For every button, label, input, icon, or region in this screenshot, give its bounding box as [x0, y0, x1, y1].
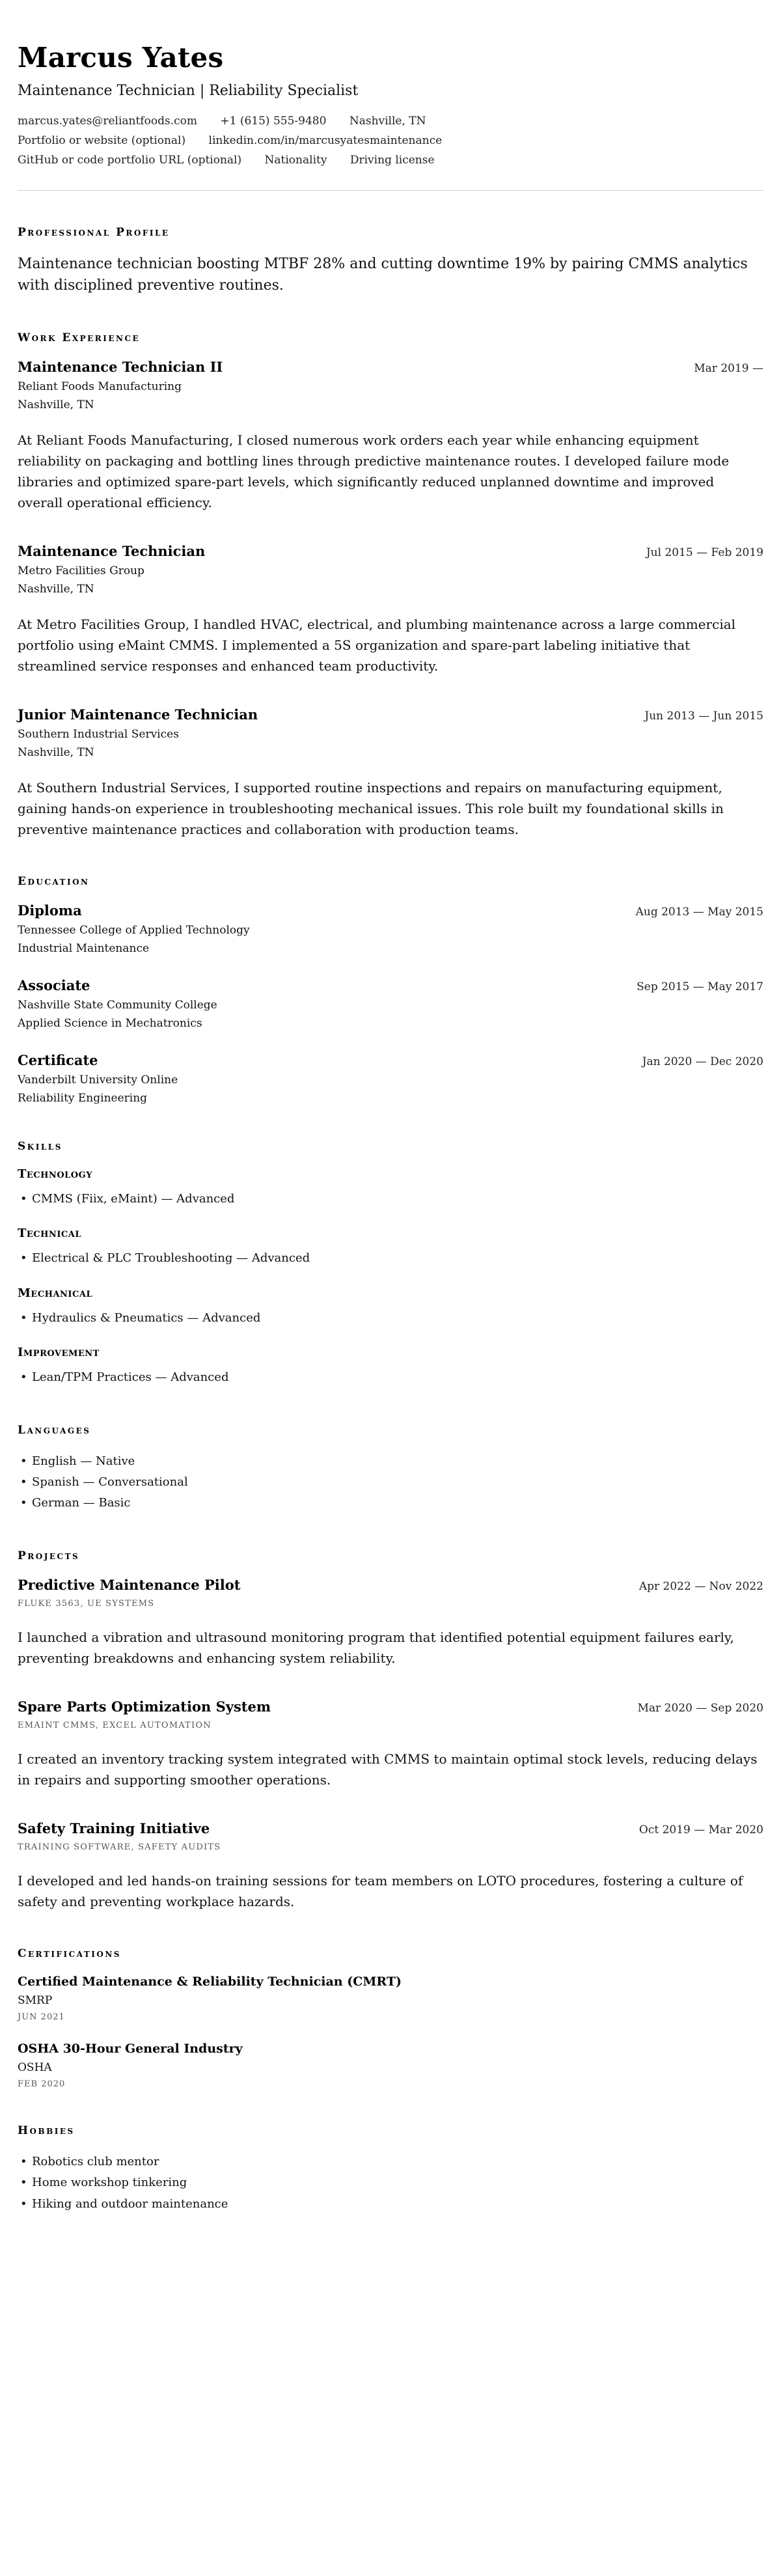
job-location: Nashville, TN [18, 583, 94, 596]
job-title: Maintenance Technician II [18, 359, 223, 375]
section-heading-hobbies: Hobbies [18, 2124, 75, 2137]
skill-category: Technical [18, 1226, 81, 1241]
school-name: Nashville State Community College [18, 999, 217, 1012]
project-title: Predictive Maintenance Pilot [18, 1576, 241, 1593]
skill-group [18, 1286, 763, 1329]
work-entry [18, 543, 763, 676]
project-dates: Mar 2020 — Sep 2020 [637, 1701, 763, 1715]
resume-header [18, 42, 763, 167]
skill-group [18, 1226, 763, 1269]
job-location: Nashville, TN [18, 398, 94, 411]
work-entry-head [18, 359, 763, 375]
job-dates: Mar 2019 — [694, 362, 763, 375]
email-text: marcus.yates@reliantfoods.com [18, 115, 197, 128]
section-projects [18, 1549, 763, 1912]
skill-list [18, 1367, 763, 1388]
project-entry [18, 1698, 763, 1790]
section-heading-work: Work Experience [18, 331, 141, 344]
skill-list [18, 1308, 763, 1329]
candidate-job-title: Maintenance Technician | Reliability Specialist [18, 83, 359, 99]
section-heading-certifications: Certifications [18, 1946, 121, 1960]
skill-list [18, 1189, 763, 1210]
hobby-item: • Hiking and outdoor maintenance [18, 2194, 763, 2215]
section-professional-profile [18, 226, 763, 296]
degree-name: Associate [18, 977, 90, 993]
linkedin-text: linkedin.com/in/marcusyatesmaintenance [208, 134, 443, 147]
certification-issuer: SMRP [18, 1993, 53, 2007]
contact-row-1 [18, 115, 763, 128]
section-heading-projects: Projects [18, 1549, 80, 1562]
section-heading-skills: Skills [18, 1140, 62, 1153]
work-entry [18, 359, 763, 513]
education-entry [18, 1052, 763, 1105]
contact-row-2 [18, 134, 763, 147]
education-entry [18, 902, 763, 955]
project-dates: Oct 2019 — Mar 2020 [638, 1823, 763, 1836]
hobby-list [18, 2152, 763, 2215]
job-company: Metro Facilities Group [18, 564, 144, 577]
skill-group [18, 1346, 763, 1388]
school-name: Tennessee College of Applied Technology [18, 924, 250, 937]
education-entry-head [18, 902, 763, 919]
degree-name: Diploma [18, 902, 82, 919]
education-entry-head [18, 1052, 763, 1068]
work-entry-head [18, 706, 763, 723]
contact-block [18, 115, 763, 167]
project-entry-head [18, 1698, 763, 1715]
certification-name: OSHA 30-Hour General Industry [18, 2041, 243, 2056]
work-entry-head [18, 543, 763, 559]
field-of-study: Reliability Engineering [18, 1092, 148, 1105]
section-heading-education: Education [18, 875, 90, 888]
job-description: At Reliant Foods Manufacturing, I closed numerous work orders each year while enhancing equipment reliability on packaging and bottling lines through predictive maintenance routes. I developed failure mode libraries and optimized spare-part levels, which significantly reduced unplanned downtime and improved overall operational efficiency. [18, 432, 730, 510]
job-dates: Jun 2013 — Jun 2015 [644, 710, 763, 723]
education-entry [18, 977, 763, 1030]
project-title: Spare Parts Optimization System [18, 1698, 271, 1715]
skill-group [18, 1167, 763, 1210]
nationality-placeholder-text: Nationality [264, 154, 327, 167]
degree-name: Certificate [18, 1052, 98, 1068]
project-title: Safety Training Initiative [18, 1820, 210, 1836]
section-certifications [18, 1947, 763, 2089]
job-location: Nashville, TN [18, 746, 94, 759]
certification-entry [18, 2042, 763, 2089]
skill-item: • Electrical & PLC Troubleshooting — Advanced [18, 1248, 763, 1269]
education-dates: Sep 2015 — May 2017 [637, 980, 763, 993]
project-entry [18, 1577, 763, 1669]
job-company: Reliant Foods Manufacturing [18, 380, 182, 393]
location-text: Nashville, TN [349, 115, 426, 128]
job-description: At Metro Facilities Group, I handled HVAC, electrical, and plumbing maintenance across a large commercial portfolio using eMaint CMMS. I implemented a 5S organization and spare-part labeling initiative that streamlined service responses and enhanced team productivity. [18, 616, 736, 674]
project-entry-head [18, 1820, 763, 1836]
certification-date: JUN 2021 [18, 2012, 65, 2022]
certification-entry [18, 1974, 763, 2022]
certification-name: Certified Maintenance & Reliability Technician (CMRT) [18, 1974, 402, 1989]
skill-category: Improvement [18, 1346, 100, 1360]
education-entry-head [18, 977, 763, 993]
skill-list [18, 1248, 763, 1269]
section-languages [18, 1424, 763, 1514]
driving-license-placeholder-text: Driving license [349, 154, 435, 167]
header-divider [18, 190, 763, 191]
section-skills [18, 1140, 763, 1389]
hobby-item: • Robotics club mentor [18, 2152, 763, 2172]
project-tech-stack: TRAINING SOFTWARE, SAFETY AUDITS [18, 1842, 221, 1852]
job-dates: Jul 2015 — Feb 2019 [646, 546, 763, 559]
skill-item: • CMMS (Fiix, eMaint) — Advanced [18, 1189, 763, 1210]
project-dates: Apr 2022 — Nov 2022 [638, 1579, 763, 1593]
hobby-item: • Home workshop tinkering [18, 2172, 763, 2193]
job-description: At Southern Industrial Services, I supported routine inspections and repairs on manufacturing equipment, gaining hands-on experience in troubleshooting mechanical issues. This role built my foundational skills in preventive maintenance practices and collaboration with production teams. [18, 780, 724, 837]
field-of-study: Applied Science in Mechatronics [18, 1017, 202, 1030]
project-tech-stack: FLUKE 3563, UE SYSTEMS [18, 1598, 155, 1609]
profile-summary-text: Maintenance technician boosting MTBF 28% and cutting downtime 19% by pairing CMMS analytics with disciplined preventive routines. [18, 256, 748, 294]
section-hobbies [18, 2124, 763, 2215]
language-list [18, 1451, 763, 1514]
section-work-experience [18, 331, 763, 840]
education-dates: Jan 2020 — Dec 2020 [642, 1055, 763, 1068]
language-item: • German — Basic [18, 1493, 763, 1514]
skill-item: • Lean/TPM Practices — Advanced [18, 1367, 763, 1388]
job-title: Junior Maintenance Technician [18, 706, 258, 723]
field-of-study: Industrial Maintenance [18, 942, 150, 955]
project-description: I created an inventory tracking system integrated with CMMS to maintain optimal stock levels, reducing delays in repairs and supporting smoother operations. [18, 1751, 758, 1788]
section-heading-languages: Languages [18, 1423, 91, 1437]
skill-category: Mechanical [18, 1286, 93, 1300]
section-heading-profile: Professional Profile [18, 226, 170, 239]
school-name: Vanderbilt University Online [18, 1073, 178, 1087]
certification-issuer: OSHA [18, 2060, 52, 2074]
certification-date: FEB 2020 [18, 2079, 66, 2089]
skill-category: Technology [18, 1167, 92, 1181]
section-education [18, 875, 763, 1105]
phone-text: +1 (615) 555-9480 [220, 115, 327, 128]
education-dates: Aug 2013 — May 2015 [635, 906, 763, 919]
candidate-name: Marcus Yates [18, 42, 224, 74]
github-placeholder-text: GitHub or code portfolio URL (optional) [18, 154, 242, 167]
project-tech-stack: EMAINT CMMS, EXCEL AUTOMATION [18, 1720, 212, 1730]
work-entry [18, 706, 763, 840]
project-description: I developed and led hands-on training sessions for team members on LOTO procedures, fostering a culture of safety and preventing workplace hazards. [18, 1872, 743, 1909]
project-entry [18, 1820, 763, 1912]
project-description: I launched a vibration and ultrasound monitoring program that identified potential equipment failures early, preventing breakdowns and enhancing system reliability. [18, 1629, 734, 1666]
skill-item: • Hydraulics & Pneumatics — Advanced [18, 1308, 763, 1329]
contact-row-3 [18, 154, 763, 167]
language-item: • English — Native [18, 1451, 763, 1472]
job-title: Maintenance Technician [18, 543, 206, 559]
portfolio-placeholder-text: Portfolio or website (optional) [18, 134, 186, 147]
language-item: • Spanish — Conversational [18, 1472, 763, 1493]
job-company: Southern Industrial Services [18, 728, 179, 741]
project-entry-head [18, 1577, 763, 1593]
